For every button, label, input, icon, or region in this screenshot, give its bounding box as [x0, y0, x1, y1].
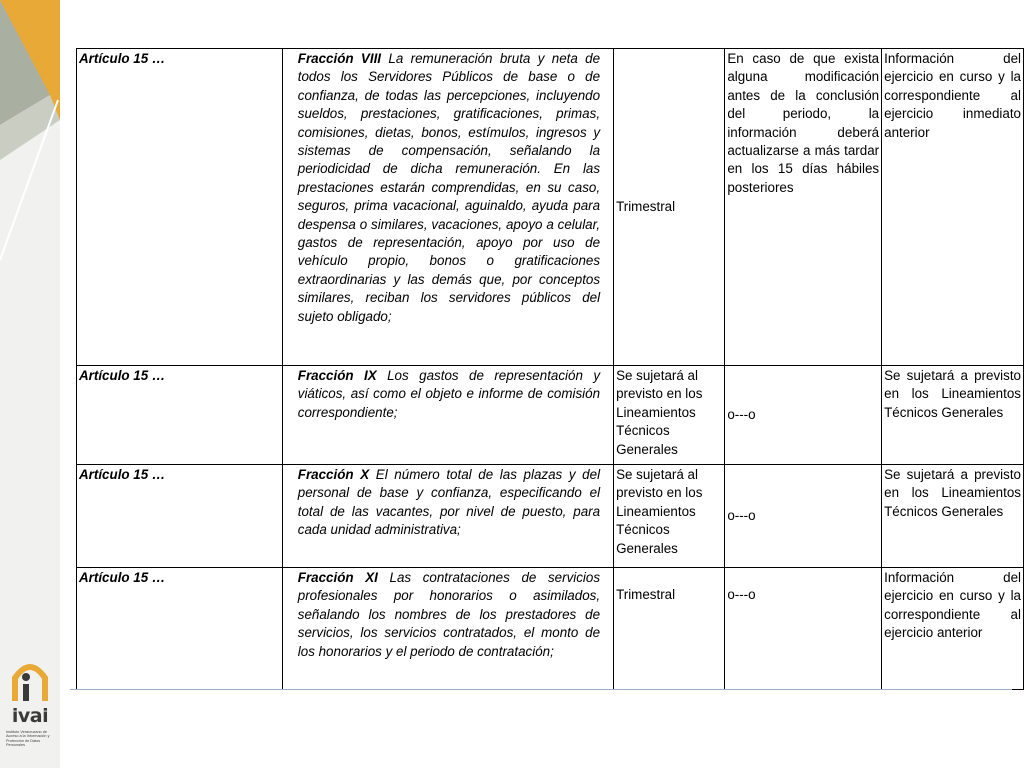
fraccion-text: El número total de las plazas y del personal de base y confianza, especificando el total de las vacantes, por nivel de puesto, para cada unidad administrativa; — [297, 467, 601, 538]
plazo-cell: o---o — [725, 568, 882, 690]
periodo-cell: Trimestral — [614, 568, 725, 690]
obligations-table — [76, 48, 1024, 690]
fraccion-label: Fracción IX — [297, 368, 377, 383]
fraccion-label: Fracción X — [297, 467, 370, 482]
fraccion-text: Las contrataciones de servicios profesionales por honorarios o asimilados, señalando los nombres de los prestadores de servicios, los servicios contratados, el monto de los honorarios y el periodo de contratación; — [297, 570, 601, 659]
fraccion-cell — [282, 568, 613, 690]
informacion-cell: Se sujetará a previsto en los Lineamientos Técnicos Generales — [882, 465, 1024, 568]
articulo-cell: Artículo 15 … — [77, 568, 283, 690]
plazo-cell: o---o — [725, 366, 882, 465]
periodo-cell: Trimestral — [614, 49, 725, 366]
informacion-cell: Información del ejercicio en curso y la correspondiente al ejercicio anterior — [882, 568, 1024, 690]
logo-name: ivai — [11, 705, 49, 727]
left-decorative-band — [0, 0, 60, 768]
table-row — [77, 568, 1024, 690]
logo-subtitle: Instituto Veracruzano de Acceso a la Información y Protección de Datos Personales — [6, 730, 50, 748]
fraccion-label: Fracción VIII — [297, 51, 382, 66]
fraccion-label: Fracción XI — [297, 570, 378, 585]
fraccion-cell — [282, 366, 613, 465]
plazo-cell: En caso de que exista alguna modificación antes de la conclusión del periodo, la información deberá actualizarse a más tardar en los 15 días hábiles posteriores — [725, 49, 882, 366]
periodo-cell: Se sujetará al previsto en los Lineamientos Técnicos Generales — [614, 465, 725, 568]
fraccion-text: Los gastos de representación y viáticos, así como el objeto e informe de comisión correspondiente; — [297, 368, 601, 420]
informacion-cell: Información del ejercicio en curso y la correspondiente al ejercicio inmediato anterior — [882, 49, 1024, 366]
informacion-cell: Se sujetará a previsto en los Lineamientos Técnicos Generales — [882, 366, 1024, 465]
plazo-cell: o---o — [725, 465, 882, 568]
fraccion-cell — [282, 465, 613, 568]
table-row — [77, 49, 1024, 366]
periodo-cell: Se sujetará al previsto en los Lineamientos Técnicos Generales — [614, 366, 725, 465]
decorative-shapes — [0, 0, 60, 300]
articulo-cell: Artículo 15 … — [77, 49, 283, 366]
articulo-cell: Artículo 15 … — [77, 366, 283, 465]
articulo-cell: Artículo 15 … — [77, 465, 283, 568]
table-row — [77, 465, 1024, 568]
fraccion-cell — [282, 49, 613, 366]
fraccion-text: La remuneración bruta y neta de todos los Servidores Públicos de base o de confianza, de todas las percepciones, incluyendo sueldos, prestaciones, gratificaciones, primas, comisiones, dietas, bonos, estímulos, ingresos y sistemas de compensación, señalando la periodicidad de dicha remuneración. En las prestaciones estarán comprendidas, en su caso, seguros, prima vacacional, aguinaldo, ayuda para despensa o similares, vacaciones, apoyo a celular, gastos de representación, apoyo por uso de vehículo propio, bonos o gratificaciones extraordinarias y las demás que, por conceptos similares, reciban los servidores públicos del sujeto obligado; — [297, 51, 601, 324]
bottom-divider — [70, 689, 1012, 690]
table-row — [77, 366, 1024, 465]
